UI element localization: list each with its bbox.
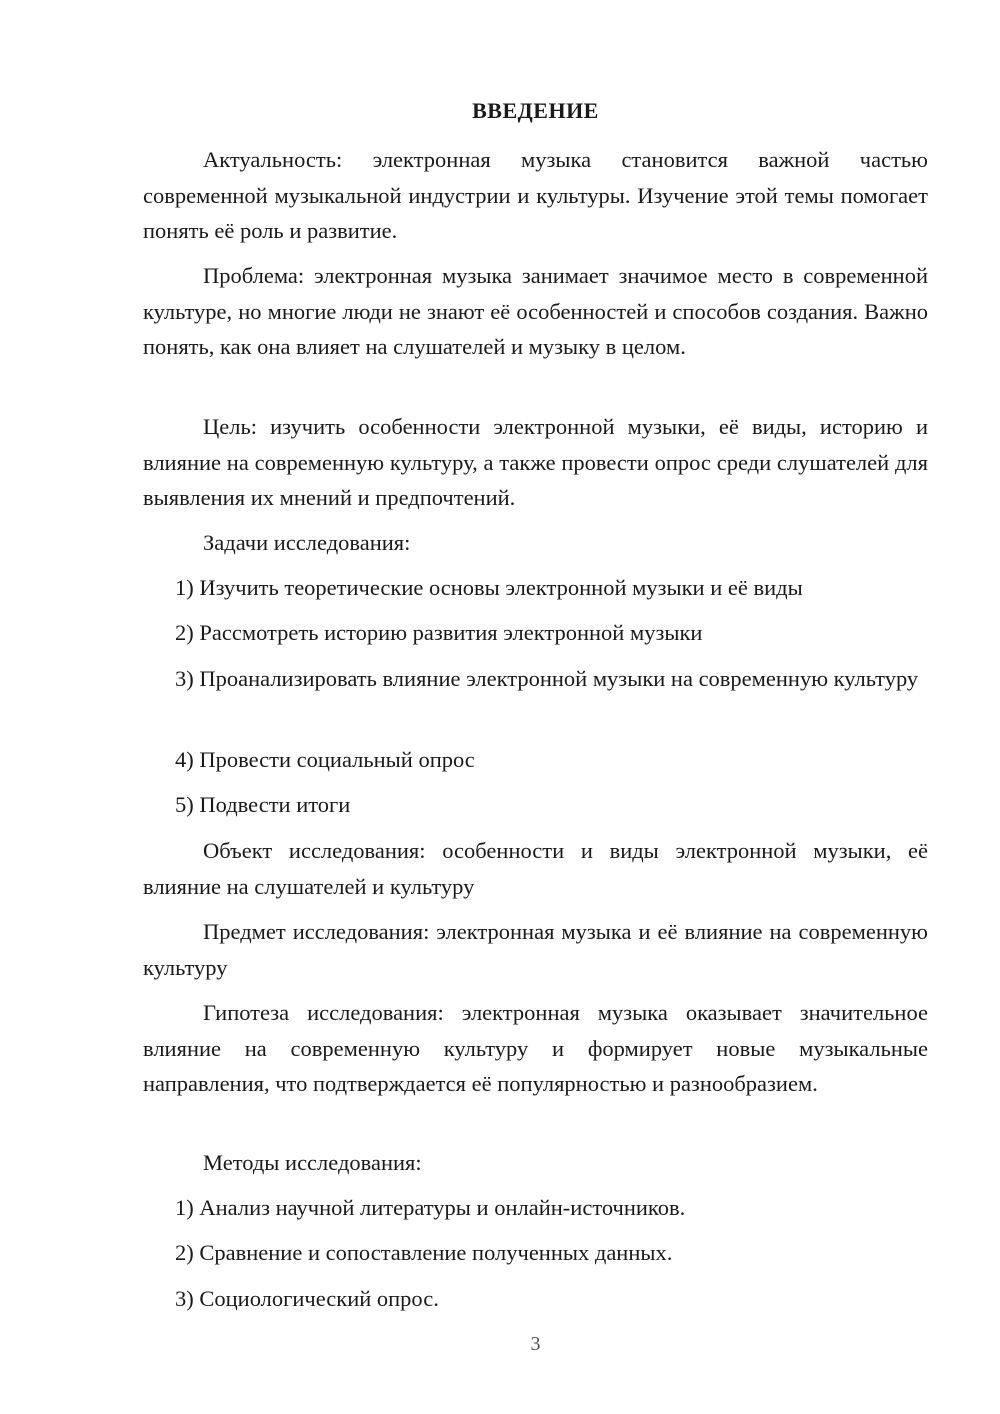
document-page [143,0,928,1414]
tasks-heading: Задачи исследования: [203,530,411,555]
method-item: 1) Анализ научной литературы и онлайн-источников. [175,1195,686,1220]
methods-heading: Методы исследования: [203,1150,422,1175]
task-item: 1) Изучить теоретические основы электронной музыки и её виды [175,575,803,600]
problem-paragraph: Проблема: электронная музыка занимает значимое место в современной культуре, но многие люди не знают её особенностей и способов создания. Важно понять, как она влияет на слушателей и музыку в целом. [143,263,928,359]
task-item: 5) Подвести итоги [175,792,351,817]
goal-paragraph: Цель: изучить особенности электронной музыки, её виды, историю и влияние на современную культуру, а также провести опрос среди слушателей для выявления их мнений и предпочтений. [143,414,928,510]
task-item: 4) Провести социальный опрос [175,747,475,772]
task-item: 2) Рассмотреть историю развития электронной музыки [175,620,703,645]
method-item: 2) Сравнение и сопоставление полученных данных. [175,1240,673,1265]
page-number: 3 [530,1333,541,1355]
subject-paragraph: Предмет исследования: электронная музыка и её влияние на современную культуру [143,919,928,980]
method-item: 3) Социологический опрос. [175,1286,439,1311]
relevance-paragraph: Актуальность: электронная музыка становится важной частью современной музыкальной индустрии и культуры. Изучение этой темы помогает понять её роль и развитие. [143,147,928,243]
hypothesis-paragraph: Гипотеза исследования: электронная музыка оказывает значительное влияние на современную культуру и формирует новые музыкальные направления, что подтверждается её популярностью и разнообразием. [143,1000,928,1096]
section-title: ВВЕДЕНИЕ [472,98,599,123]
task-item: 3) Проанализировать влияние электронной музыки на современную культуру [175,666,919,691]
object-paragraph: Объект исследования: особенности и виды электронной музыки, её влияние на слушателей и культуру [143,838,928,899]
